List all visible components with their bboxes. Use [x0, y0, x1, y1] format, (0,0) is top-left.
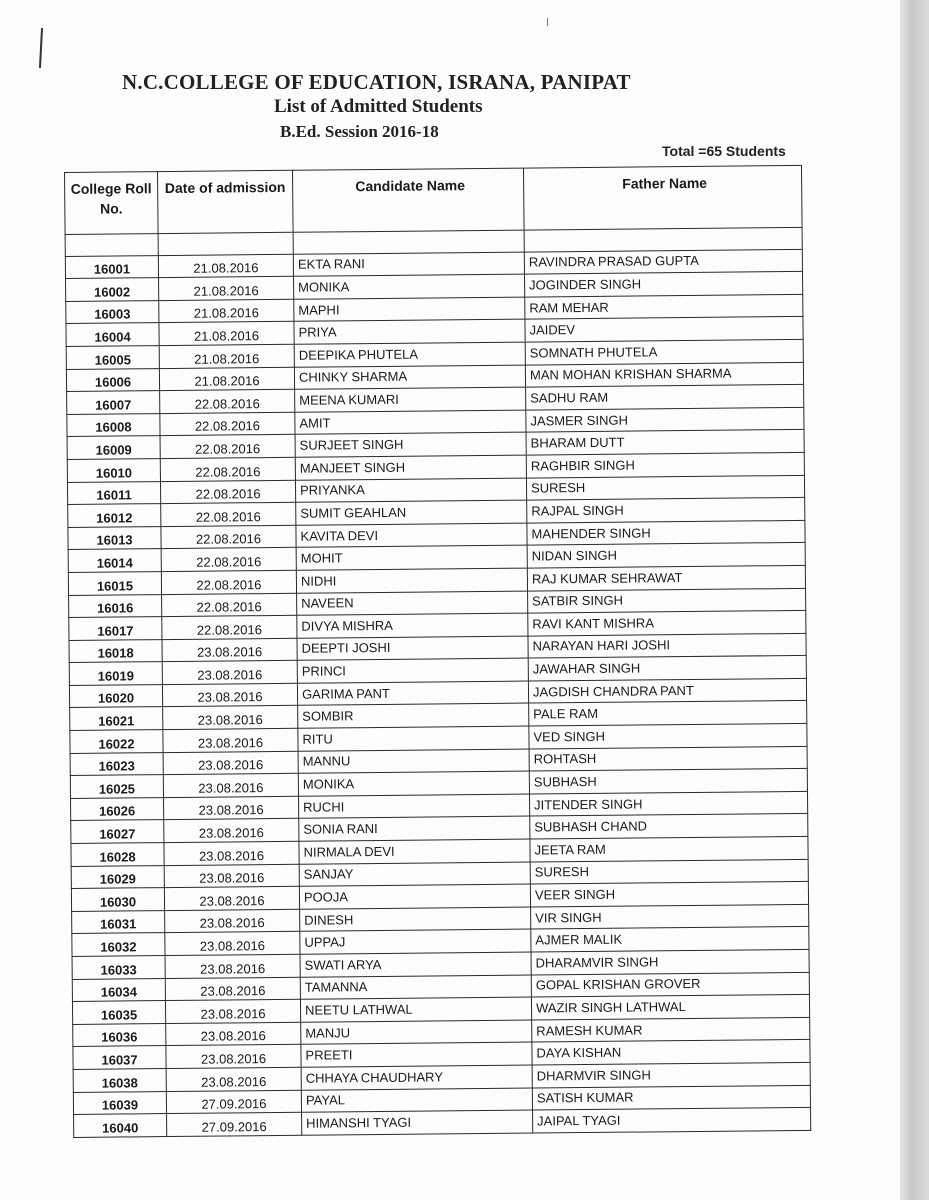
spacer-cell [65, 234, 158, 256]
father-name-cell: RAVI KANT MISHRA [528, 610, 806, 635]
roll-cell: 16002 [66, 278, 159, 301]
candidate-name-cell: GARIMA PANT [297, 681, 528, 706]
candidate-name-cell: UPPAJ [300, 929, 531, 954]
candidate-name-cell: EKTA RANI [293, 252, 524, 277]
candidate-name-cell: NEETU LATHWAL [300, 997, 531, 1022]
date-cell: 22.08.2016 [161, 570, 296, 594]
father-name-cell: ROHTASH [529, 746, 807, 771]
father-name-cell: SUBHASH [529, 769, 807, 794]
father-name-cell: RAJ KUMAR SEHRAWAT [527, 565, 805, 590]
roll-cell: 16038 [73, 1069, 166, 1092]
candidate-name-cell: PRINCI [297, 658, 528, 683]
candidate-name-cell: CHHAYA CHAUDHARY [301, 1065, 532, 1090]
column-header-roll: College Roll No. [65, 172, 159, 235]
candidate-name-cell: MANJEET SINGH [295, 455, 526, 480]
session-label: B.Ed. Session 2016-18 [280, 122, 439, 141]
date-cell: 21.08.2016 [158, 254, 293, 278]
date-cell: 22.08.2016 [160, 480, 295, 504]
date-cell: 21.08.2016 [159, 322, 294, 346]
father-name-cell: RAGHBIR SINGH [526, 452, 804, 477]
roll-cell: 16003 [66, 300, 159, 323]
column-header-date: Date of admission [158, 170, 294, 233]
date-cell: 22.08.2016 [162, 615, 297, 639]
date-cell: 23.08.2016 [162, 638, 297, 662]
father-name-cell: AJMER MALIK [531, 927, 809, 952]
candidate-name-cell: DIVYA MISHRA [297, 613, 528, 638]
roll-cell: 16028 [71, 843, 164, 866]
candidate-name-cell: DEEPTI JOSHI [297, 636, 528, 661]
father-name-cell: JAIPAL TYAGI [533, 1108, 811, 1133]
father-name-cell: JASMER SINGH [526, 407, 804, 432]
roll-cell: 16026 [71, 797, 164, 820]
candidate-name-cell: SWATI ARYA [300, 952, 531, 977]
date-cell: 23.08.2016 [166, 1022, 301, 1046]
father-name-cell: JAGDISH CHANDRA PANT [528, 678, 806, 703]
father-name-cell: JAIDEV [525, 317, 803, 342]
candidate-name-cell: PRIYA [294, 319, 525, 344]
date-cell: 23.08.2016 [164, 886, 299, 910]
roll-cell: 16034 [72, 978, 165, 1001]
date-cell: 27.09.2016 [167, 1112, 302, 1136]
father-name-cell: SURESH [530, 859, 808, 884]
father-name-cell: SATBIR SINGH [528, 588, 806, 613]
candidate-name-cell: SUMIT GEAHLAN [296, 500, 527, 525]
father-name-cell: WAZIR SINGH LATHWAL [531, 995, 809, 1020]
roll-cell: 16027 [71, 820, 164, 843]
candidate-name-cell: SOMBIR [298, 704, 529, 729]
roll-cell: 16031 [72, 910, 165, 933]
date-cell: 23.08.2016 [163, 774, 298, 798]
father-name-cell: JAWAHAR SINGH [528, 656, 806, 681]
candidate-name-cell: MOHIT [296, 545, 527, 570]
candidate-name-cell: PREETI [301, 1042, 532, 1067]
roll-cell: 16006 [66, 368, 159, 391]
date-cell: 23.08.2016 [163, 706, 298, 730]
candidate-name-cell: TAMANNA [300, 975, 531, 1000]
roll-cell: 16020 [69, 684, 162, 707]
father-name-cell: VIR SINGH [531, 904, 809, 929]
date-cell: 22.08.2016 [161, 525, 296, 549]
father-name-cell: DHARAMVIR SINGH [531, 949, 809, 974]
father-name-cell: NIDAN SINGH [527, 543, 805, 568]
candidate-name-cell: POOJA [299, 884, 530, 909]
roll-cell: 16013 [68, 526, 161, 549]
candidate-name-cell: MONIKA [294, 274, 525, 299]
father-name-cell: SURESH [526, 475, 804, 500]
father-name-cell: RAVINDRA PRASAD GUPTA [524, 249, 802, 274]
date-cell: 23.08.2016 [165, 954, 300, 978]
candidate-name-cell: CHINKY SHARMA [294, 365, 525, 390]
father-name-cell: RAMESH KUMAR [532, 1017, 810, 1042]
roll-cell: 16019 [69, 662, 162, 685]
date-cell: 23.08.2016 [166, 1067, 301, 1091]
roll-cell: 16011 [67, 481, 160, 504]
candidate-name-cell: DEEPIKA PHUTELA [294, 342, 525, 367]
document-title: N.C.COLLEGE OF EDUCATION, ISRANA, PANIPAT [122, 70, 631, 94]
roll-cell: 16022 [70, 730, 163, 753]
roll-cell: 16029 [71, 865, 164, 888]
father-name-cell: GOPAL KRISHAN GROVER [531, 972, 809, 997]
father-name-cell: JOGINDER SINGH [525, 272, 803, 297]
candidate-name-cell: MANJU [301, 1020, 532, 1045]
date-cell: 23.08.2016 [162, 661, 297, 685]
date-cell: 23.08.2016 [165, 999, 300, 1023]
date-cell: 22.08.2016 [160, 457, 295, 481]
candidate-name-cell: AMIT [295, 410, 526, 435]
date-cell: 23.08.2016 [165, 932, 300, 956]
roll-cell: 16036 [73, 1023, 166, 1046]
roll-cell: 16004 [66, 323, 159, 346]
father-name-cell: SUBHASH CHAND [530, 814, 808, 839]
roll-cell: 16023 [70, 752, 163, 775]
roll-cell: 16010 [67, 459, 160, 482]
roll-cell: 16015 [68, 571, 161, 594]
father-name-cell: VEER SINGH [530, 882, 808, 907]
father-name-cell: SADHU RAM [526, 385, 804, 410]
table-body [65, 249, 810, 1137]
roll-cell: 16016 [69, 594, 162, 617]
date-cell: 23.08.2016 [164, 841, 299, 865]
roll-cell: 16007 [67, 391, 160, 414]
candidate-name-cell: NIRMALA DEVI [299, 839, 530, 864]
candidate-name-cell: SURJEET SINGH [295, 432, 526, 457]
roll-cell: 16008 [67, 413, 160, 436]
candidate-name-cell: PAYAL [301, 1088, 532, 1113]
document-subtitle: List of Admitted Students [274, 96, 483, 117]
candidate-name-cell: RUCHI [299, 794, 530, 819]
date-cell: 27.09.2016 [166, 1090, 301, 1114]
father-name-cell: VED SINGH [529, 723, 807, 748]
date-cell: 22.08.2016 [161, 502, 296, 526]
date-cell: 23.08.2016 [164, 864, 299, 888]
spacer-cell [293, 230, 524, 254]
candidate-name-cell: DINESH [300, 907, 531, 932]
spacer-cell [524, 227, 802, 251]
roll-cell: 16025 [70, 775, 163, 798]
date-cell: 22.08.2016 [162, 593, 297, 617]
father-name-cell: BHARAM DUTT [526, 430, 804, 455]
candidate-name-cell: HIMANSHI TYAGI [302, 1110, 533, 1135]
admitted-students-table [64, 165, 811, 1138]
father-name-cell: JITENDER SINGH [529, 791, 807, 816]
father-name-cell: SOMNATH PHUTELA [525, 339, 803, 364]
table-header-row [65, 165, 803, 234]
roll-cell: 16035 [72, 1001, 165, 1024]
father-name-cell: PALE RAM [529, 701, 807, 726]
scan-edge [900, 0, 929, 1200]
date-cell: 23.08.2016 [163, 728, 298, 752]
date-cell: 23.08.2016 [165, 977, 300, 1001]
roll-cell: 16012 [68, 504, 161, 527]
father-name-cell: RAM MEHAR [525, 294, 803, 319]
candidate-name-cell: MAPHI [294, 297, 525, 322]
roll-cell: 16018 [69, 639, 162, 662]
candidate-name-cell: KAVITA DEVI [296, 523, 527, 548]
date-cell: 23.08.2016 [164, 819, 299, 843]
date-cell: 21.08.2016 [159, 276, 294, 300]
roll-cell: 16009 [67, 436, 160, 459]
candidate-name-cell: RITU [298, 726, 529, 751]
father-name-cell: JEETA RAM [530, 836, 808, 861]
roll-cell: 16040 [74, 1114, 167, 1137]
father-name-cell: MAN MOHAN KRISHAN SHARMA [525, 362, 803, 387]
candidate-name-cell: SANJAY [299, 862, 530, 887]
spacer-cell [158, 232, 293, 255]
date-cell: 21.08.2016 [159, 367, 294, 391]
roll-cell: 16014 [68, 549, 161, 572]
roll-cell: 16017 [69, 617, 162, 640]
roll-cell: 16033 [72, 956, 165, 979]
candidate-name-cell: MANNU [298, 749, 529, 774]
father-name-cell: DAYA KISHAN [532, 1040, 810, 1065]
father-name-cell: SATISH KUMAR [532, 1085, 810, 1110]
roll-cell: 16032 [72, 933, 165, 956]
roll-cell: 16001 [65, 255, 158, 278]
date-cell: 21.08.2016 [159, 299, 294, 323]
candidate-name-cell: NAVEEN [297, 591, 528, 616]
father-name-cell: DHARMVIR SINGH [532, 1062, 810, 1087]
roll-cell: 16037 [73, 1046, 166, 1069]
roll-cell: 16039 [73, 1091, 166, 1114]
date-cell: 23.08.2016 [165, 909, 300, 933]
date-cell: 22.08.2016 [160, 412, 295, 436]
father-name-cell: MAHENDER SINGH [527, 520, 805, 545]
candidate-name-cell: MONIKA [298, 771, 529, 796]
roll-cell: 16005 [66, 346, 159, 369]
column-header-candidate: Candidate Name [292, 168, 524, 232]
date-cell: 23.08.2016 [163, 751, 298, 775]
date-cell: 22.08.2016 [160, 435, 295, 459]
candidate-name-cell: PRIYANKA [295, 478, 526, 503]
date-cell: 23.08.2016 [166, 1045, 301, 1069]
roll-cell: 16030 [71, 888, 164, 911]
candidate-name-cell: SONIA RANI [299, 816, 530, 841]
date-cell: 23.08.2016 [164, 796, 299, 820]
total-students: Total =65 Students [662, 143, 786, 159]
column-header-father: Father Name [523, 165, 802, 230]
candidate-name-cell: NIDHI [296, 568, 527, 593]
date-cell: 23.08.2016 [162, 683, 297, 707]
father-name-cell: NARAYAN HARI JOSHI [528, 633, 806, 658]
pen-mark-small [547, 18, 548, 26]
date-cell: 21.08.2016 [159, 344, 294, 368]
roll-cell: 16021 [70, 707, 163, 730]
candidate-name-cell: MEENA KUMARI [295, 387, 526, 412]
date-cell: 22.08.2016 [160, 389, 295, 413]
date-cell: 22.08.2016 [161, 548, 296, 572]
father-name-cell: RAJPAL SINGH [527, 498, 805, 523]
